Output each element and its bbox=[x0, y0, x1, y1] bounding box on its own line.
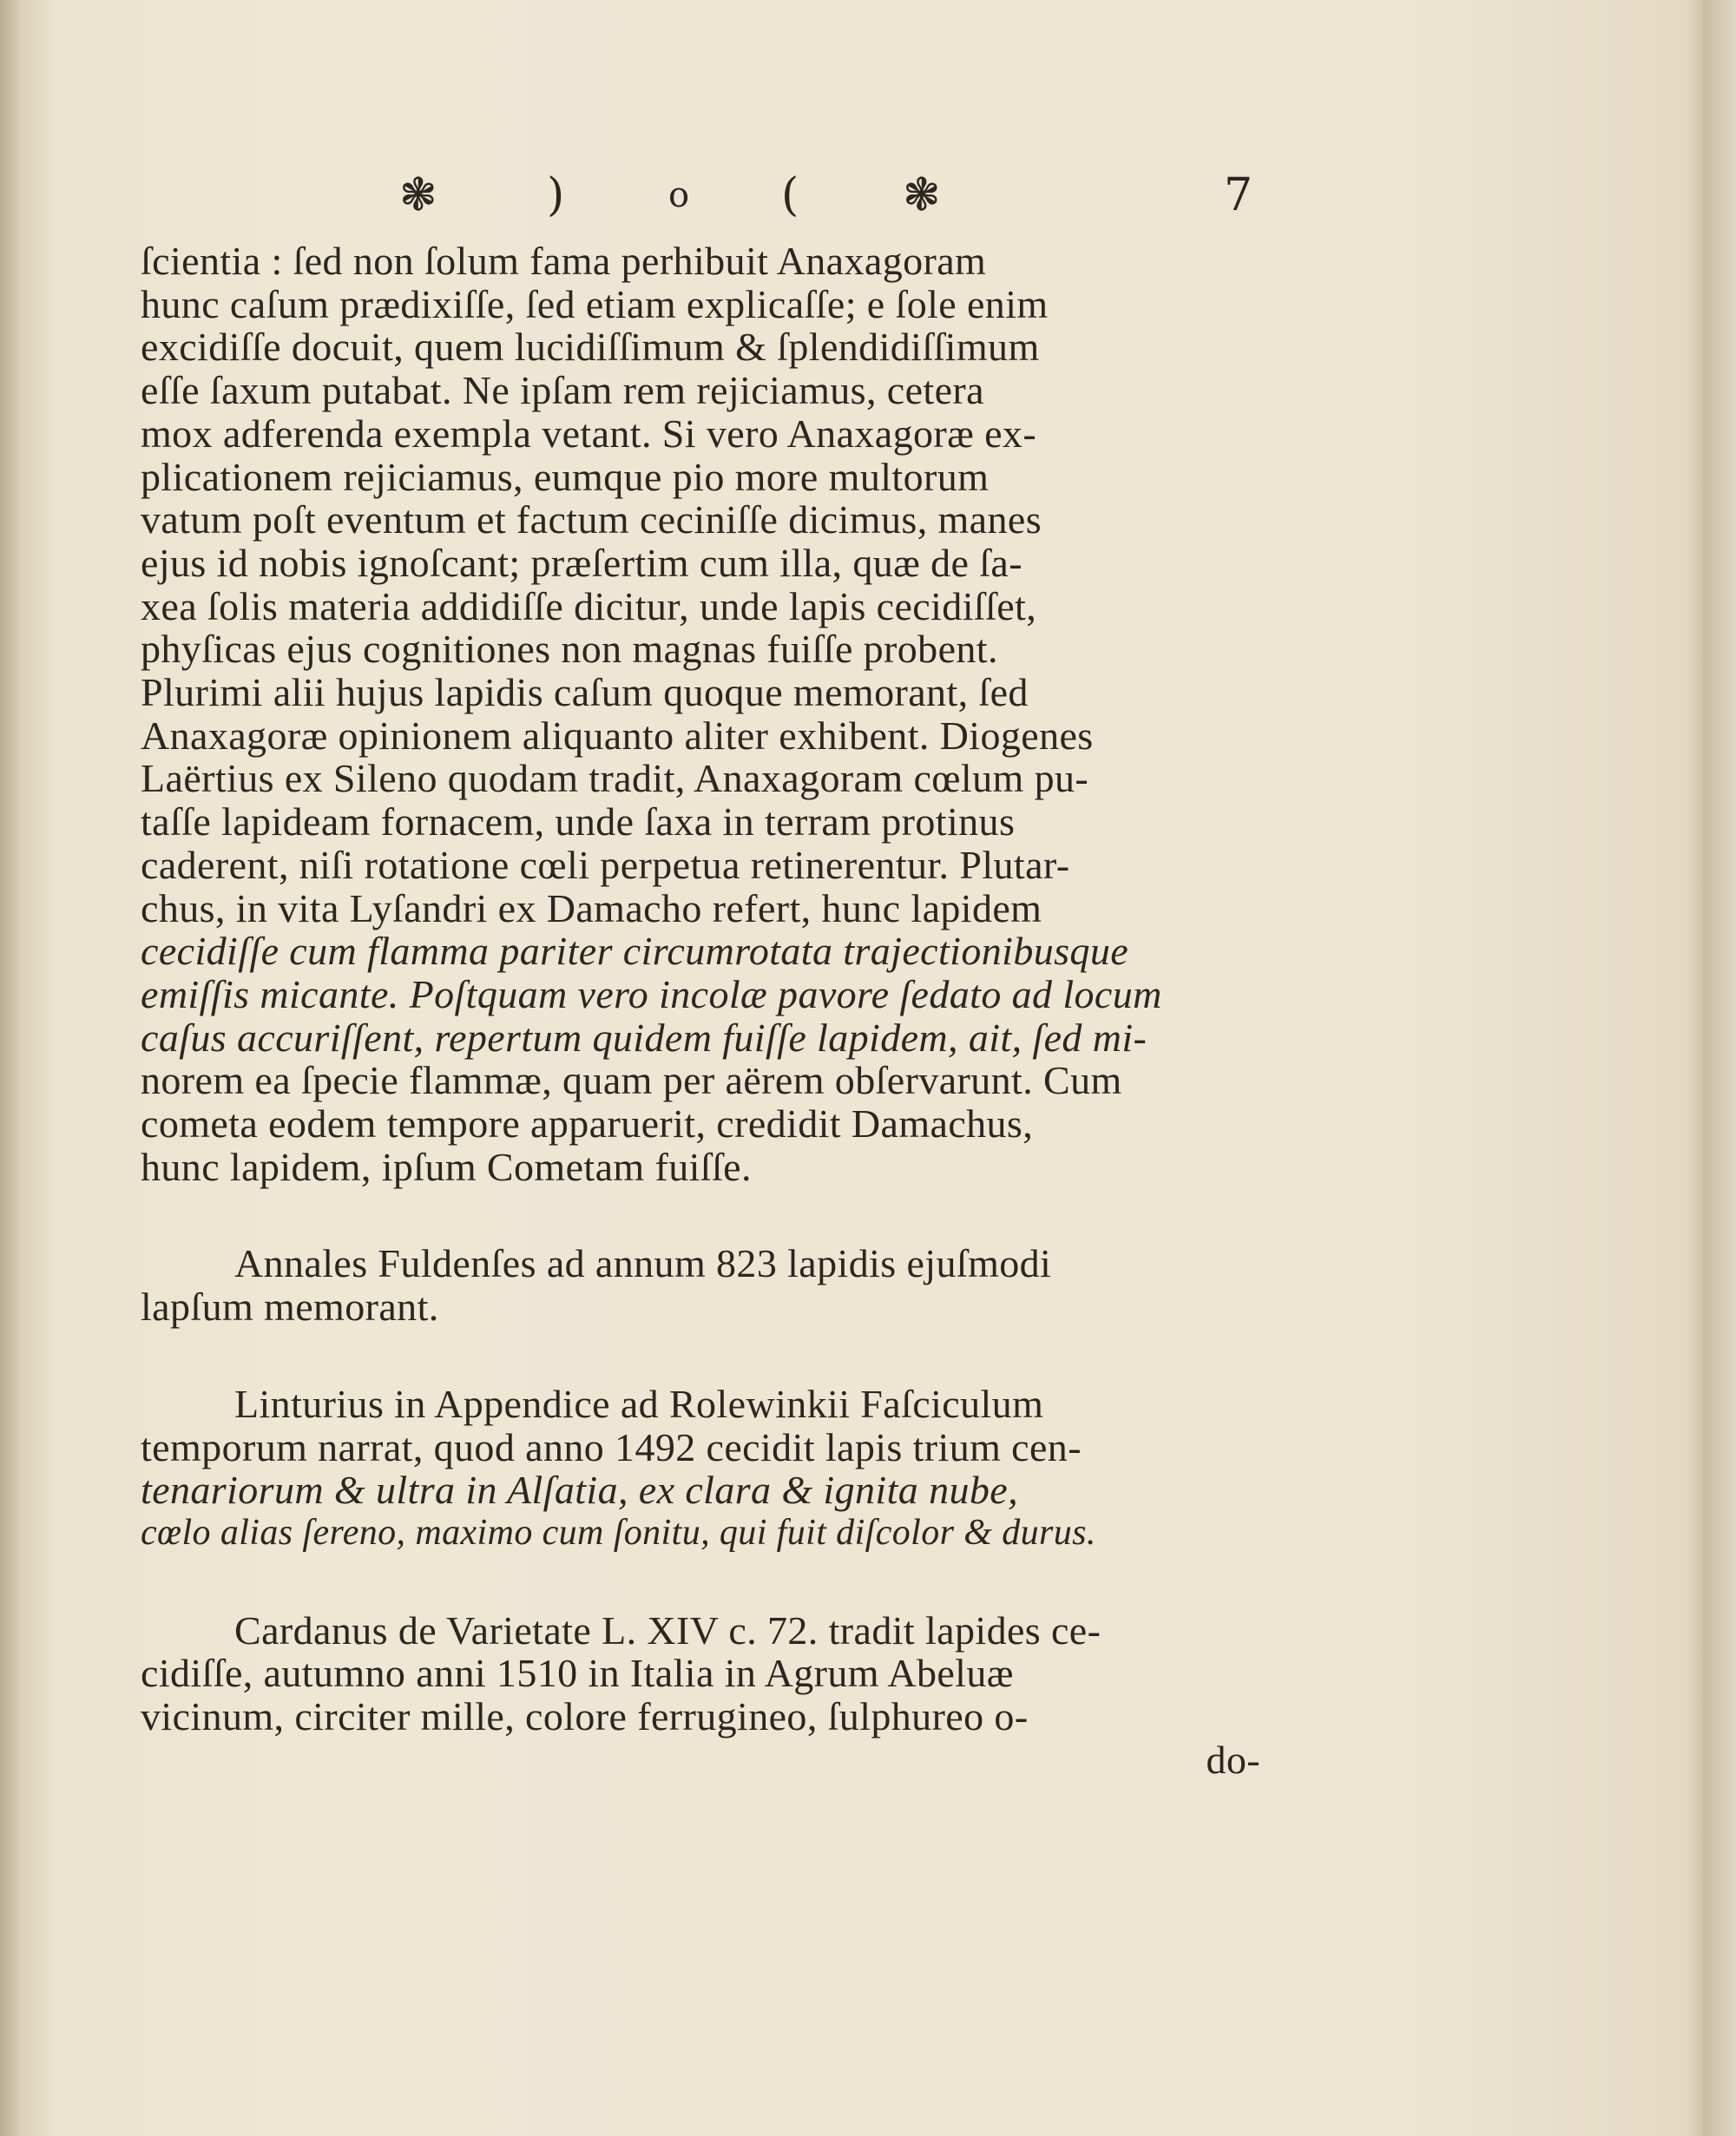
text-line: mox adferenda exempla vetant. Si vero Anaxagoræ ex- bbox=[141, 411, 1037, 456]
text-line: temporum narrat, quod anno 1492 cecidit lapis trium cen- bbox=[141, 1424, 1082, 1469]
text-line: tenariorum & ultra in Alſatia, ex clara & ignita nube, bbox=[141, 1468, 1018, 1513]
paragraph-3 bbox=[141, 1383, 1260, 1426]
text-line: xea ſolis materia addidiſſe dicitur, unde lapis cecidiſſet, bbox=[141, 583, 1037, 628]
text-line: Plurimi alii hujus lapidis caſum quoque memorant, ſed bbox=[141, 670, 1029, 715]
text-line: chus, in vita Lyſandri ex Damacho refert, hunc lapidem bbox=[141, 885, 1042, 930]
paragraph-2 bbox=[141, 1242, 1260, 1285]
text-line: plicationem rejiciamus, eumque pio more multorum bbox=[141, 454, 990, 499]
body-text bbox=[141, 240, 1260, 1782]
text-line: hunc caſum prædixiſſe, ſed etiam explicaſſe; e ſole enim bbox=[141, 281, 1049, 326]
paragraph-gap bbox=[141, 1555, 1260, 1609]
text-line: Annales Fuldenſes ad annum 823 lapidis ejuſmodi bbox=[234, 1241, 1052, 1286]
header-paren-left: ( bbox=[781, 169, 799, 221]
text-line: cœlo alias ſereno, maximo cum ſonitu, qui fuit diſcolor & durus. bbox=[141, 1512, 1096, 1553]
catchword: do- bbox=[1206, 1737, 1260, 1782]
running-header bbox=[399, 165, 1267, 226]
header-circle: o bbox=[668, 175, 690, 215]
text-line: Cardanus de Varietate L. XIV c. 72. tradit lapides ce- bbox=[234, 1607, 1101, 1653]
text-line: ſcientia : ſed non ſolum fama perhibuit Anaxagoram bbox=[141, 239, 987, 283]
text-line: Linturius in Appendice ad Rolewinkii Faſciculum bbox=[234, 1381, 1044, 1426]
text-line: Anaxagoræ opinionem aliquanto aliter exhibent. Diogenes bbox=[141, 713, 1094, 758]
text-line: vicinum, circiter mille, colore ferrugineo, ſulphureo o- bbox=[141, 1694, 1029, 1739]
text-line: lapſum memorant. bbox=[141, 1285, 439, 1330]
text-line: caderent, niſi rotatione cœli perpetua retinerentur. Plutar- bbox=[141, 842, 1070, 887]
page-edge bbox=[1703, 0, 1736, 2136]
text-line: caſus accuriſſent, repertum quidem fuiſſe lapidem, ait, ſed mi- bbox=[141, 1015, 1147, 1060]
text-line: norem ea ſpecie flammæ, quam per aërem obſervarunt. Cum bbox=[141, 1058, 1122, 1103]
paragraph-gap bbox=[141, 1188, 1260, 1242]
text-line: vatum poſt eventum et factum ceciniſſe dicimus, manes bbox=[141, 497, 1042, 542]
text-line: Laërtius ex Sileno quodam tradit, Anaxagoram cœlum pu- bbox=[141, 756, 1089, 801]
text-line: cidiſſe, autumno anni 1510 in Italia in Agrum Abeluæ bbox=[141, 1651, 1014, 1696]
header-paren-right: ) bbox=[547, 169, 565, 221]
paragraph-1 bbox=[141, 240, 1260, 1188]
paragraph-3-cont bbox=[141, 1426, 1260, 1555]
text-line: excidiſſe docuit, quem lucidiſſimum & ſplendidiſſimum bbox=[141, 325, 1040, 370]
binding-gutter bbox=[0, 0, 19, 2136]
ornament-left-icon: ❃ bbox=[399, 169, 437, 221]
text-line: cometa eodem tempore apparuerit, credidit Damachus, bbox=[141, 1101, 1034, 1147]
paragraph-gap bbox=[141, 1329, 1260, 1383]
text-line: ejus id nobis ignoſcant; præſertim cum illa, quæ de ſa- bbox=[141, 540, 1023, 585]
ornament-right-icon: ❃ bbox=[903, 169, 941, 221]
text-line: hunc lapidem, ipſum Cometam fuiſſe. bbox=[141, 1144, 752, 1189]
text-line: phyſicas ejus cognitiones non magnas fuiſſe probent. bbox=[141, 627, 998, 672]
paragraph-2-cont bbox=[141, 1285, 1260, 1329]
text-line: taſſe lapideam fornacem, unde ſaxa in terram protinus bbox=[141, 799, 1016, 845]
text-line: eſſe ſaxum putabat. Ne ipſam rem rejiciamus, cetera bbox=[141, 368, 984, 413]
paragraph-4-cont bbox=[141, 1652, 1260, 1781]
text-line: emiſſis micante. Poſtquam vero incolæ pavore ſedato ad locum bbox=[141, 971, 1162, 1016]
paragraph-4 bbox=[141, 1609, 1260, 1653]
text-line: cecidiſſe cum flamma pariter circumrotata trajectionibusque bbox=[141, 929, 1129, 974]
page-number: 7 bbox=[1224, 169, 1253, 221]
